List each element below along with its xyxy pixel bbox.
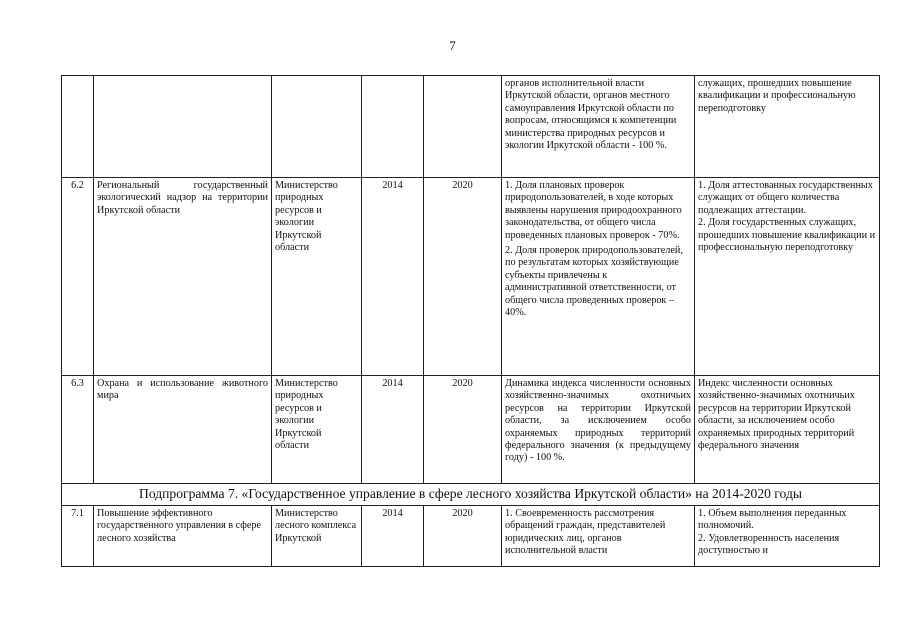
measure-name-text: Повышение эффективного государственного управления в сфере лесного хозяйства [97, 508, 262, 544]
goal-indicator: органов исполнительной власти Иркутской области, органов местного самоуправления Иркутской области по вопросам, относящимся к компетенции министерства природных ресурсов и экологии Иркутской области - 100 %. [505, 78, 677, 152]
end-year [424, 76, 502, 178]
subprogram-row [62, 484, 880, 506]
start-year: 2014 [362, 376, 424, 484]
table-row [62, 178, 880, 376]
task-indicator: Индекс численности основных хозяйственно-значимых охотничьих ресурсов на территории Иркутской области, за исключением особо охраняемых природных территорий федерального значения [698, 378, 855, 452]
page-number: 7 [449, 38, 456, 53]
end-year: 2020 [424, 376, 502, 484]
table-row [62, 376, 880, 484]
task-indicators [695, 506, 880, 567]
measure-name: Региональный государственный экологический надзор на территории Иркутской области [94, 178, 272, 376]
table-row [62, 76, 880, 178]
task-indicators [695, 76, 880, 178]
subprogram-title: Подпрограмма 7. «Государственное управление в сфере лесного хозяйства Иркутской области» на 2014-2020 годы [62, 484, 880, 506]
goal-indicators [502, 76, 695, 178]
row-number: 6.3 [62, 376, 94, 484]
executor: Министерство природных ресурсов и экологии Иркутской области [272, 376, 362, 484]
goal-indicators [502, 178, 695, 376]
executor [272, 506, 362, 567]
row-number: 7.1 [62, 506, 94, 567]
goal-indicators [502, 376, 695, 484]
task-indicator: 2. Доля государственных служащих, прошедших повышение квалификации и профессиональную переподготовку [698, 217, 876, 254]
program-table [61, 75, 880, 567]
start-year: 2014 [362, 506, 424, 567]
executor-text: Министерство лесного комплекса Иркутской [275, 508, 357, 544]
table-row [62, 506, 880, 567]
end-year: 2020 [424, 506, 502, 567]
goal-indicator: 1. Своевременность рассмотрения обращений граждан, представителей юридических лиц, органов исполнительной власти [505, 508, 666, 557]
task-indicators-wrap [698, 508, 876, 564]
row-number [62, 76, 94, 178]
measure-name: Охрана и использование животного мира [94, 376, 272, 484]
measure-name [94, 76, 272, 178]
task-indicator: 1. Объем выполнения переданных полномочий. [698, 508, 847, 532]
measure-name [94, 506, 272, 567]
goal-indicator: 2. Доля проверок природопользователей, по результатам которых хозяйствующие субъекты привлечены к административной ответственности, от общего числа проведенных проверок – 40%. [505, 245, 683, 319]
task-indicator: служащих, прошедших повышение квалификации и профессиональную переподготовку [698, 78, 856, 114]
goal-indicator: Динамика индекса численности основных хозяйственно-значимых охотничьих ресурсов на территории Иркутской области, за исключением особо охраняемых природных территорий федерального значения (к предыдущему году) - 100 %. [505, 378, 691, 464]
row-number: 6.2 [62, 178, 94, 376]
executor [272, 76, 362, 178]
executor: Министерство природных ресурсов и экологии Иркутской области [272, 178, 362, 376]
goal-indicators [502, 506, 695, 567]
task-indicators [695, 178, 880, 376]
task-indicator: 2. Удовлетворенность населения доступностью и [698, 532, 840, 557]
goal-indicator: 1. Доля плановых проверок природопользователей, в ходе которых выявлены нарушения природоохранного законодательства, от общего числа проведенных плановых проверок - 70%. [505, 180, 682, 241]
task-indicator: 1. Доля аттестованных государственных служащих от общего количества подлежащих аттестации. [698, 180, 873, 216]
start-year: 2014 [362, 178, 424, 376]
end-year: 2020 [424, 178, 502, 376]
start-year [362, 76, 424, 178]
task-indicators [695, 376, 880, 484]
